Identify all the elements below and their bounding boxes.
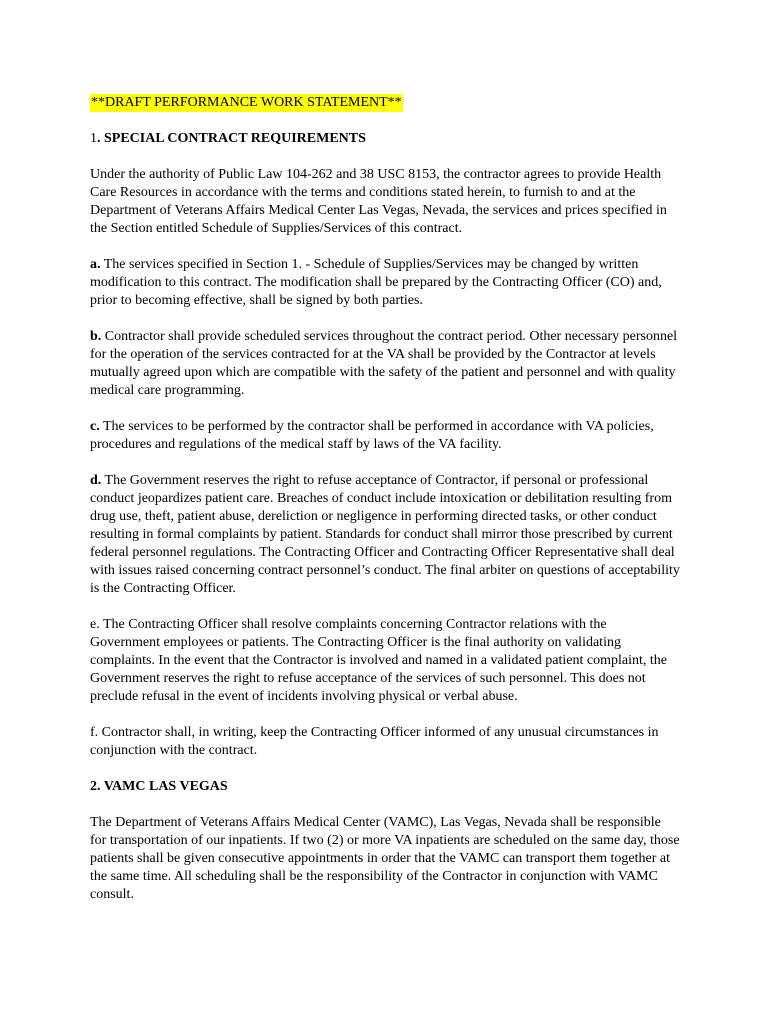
section-1-title: . SPECIAL CONTRACT REQUIREMENTS bbox=[97, 131, 366, 146]
clause-e bbox=[90, 616, 680, 706]
section-2-heading: 2. VAMC LAS VEGAS bbox=[90, 779, 228, 794]
clause-a-lead: a. bbox=[90, 257, 101, 272]
clause-e-text: e. The Contracting Officer shall resolve complaints concerning Contractor relations with the Government employees or patients. The Contracting Officer is the final authority on validating complaints. In the event that the Contractor is involved and named in a validated patient complaint, the Government reserves the right to refuse acceptance of the services of such personnel. This does not preclude refusal in the event of incidents involving physical or verbal abuse. bbox=[90, 617, 667, 704]
section-1-intro: Under the authority of Public Law 104-262 and 38 USC 8153, the contractor agrees to provide Health Care Resources in accordance with the terms and conditions stated herein, to furnish to and at the Department of Veterans Affairs Medical Center Las Vegas, Nevada, the services and prices specified in the Section entitled Schedule of Supplies/Services of this contract. bbox=[90, 167, 667, 236]
clause-a-text: The services specified in Section 1. - Schedule of Supplies/Services may be changed by written modification to this contract. The modification shall be prepared by the Contracting Officer (CO) and, prior to becoming effective, shall be signed by both parties. bbox=[90, 257, 662, 308]
clause-d-lead: d. bbox=[90, 473, 102, 488]
clause-b bbox=[90, 328, 680, 400]
clause-c bbox=[90, 418, 680, 454]
draft-banner: **DRAFT PERFORMANCE WORK STATEMENT** bbox=[91, 95, 402, 110]
clause-c-lead: c. bbox=[90, 419, 100, 434]
clause-a bbox=[90, 256, 680, 310]
section-1-number: 1 bbox=[90, 131, 97, 146]
section-2-text: The Department of Veterans Affairs Medical Center (VAMC), Las Vegas, Nevada shall be responsible for transportation of our inpatients. If two (2) or more VA inpatients are scheduled on the same day, those patients shall be given consecutive appointments in order that the VAMC can transport them together at the same time. All scheduling shall be the responsibility of the Contractor in conjunction with VAMC consult. bbox=[90, 815, 680, 902]
clause-d bbox=[90, 472, 680, 598]
clause-f bbox=[90, 724, 680, 760]
section-1-heading bbox=[90, 130, 680, 148]
clause-d-text: The Government reserves the right to refuse acceptance of Contractor, if personal or professional conduct jeopardizes patient care. Breaches of conduct include intoxication or debilitation resulting from drug use, theft, patient abuse, dereliction or negligence in performing directed tasks, or other conduct resulting in formal complaints by patient. Standards for conduct shall mirror those prescribed by current federal personnel regulations. The Contracting Officer and Contracting Officer Representative shall deal with issues raised concerning contract personnel’s conduct. The final arbiter on questions of acceptability is the Contracting Officer. bbox=[90, 473, 680, 596]
clause-f-text: f. Contractor shall, in writing, keep the Contracting Officer informed of any unusual circumstances in conjunction with the contract. bbox=[90, 725, 659, 758]
clause-b-lead: b. bbox=[90, 329, 102, 344]
clause-c-text: The services to be performed by the contractor shall be performed in accordance with VA policies, procedures and regulations of the medical staff by laws of the VA facility. bbox=[90, 419, 654, 452]
clause-b-text: Contractor shall provide scheduled services throughout the contract period. Other necessary personnel for the operation of the services contracted for at the VA shall be provided by the Contractor at levels mutually agreed upon which are compatible with the safety of the patient and personnel and with quality medical care programming. bbox=[90, 329, 678, 398]
document-body bbox=[90, 94, 680, 904]
